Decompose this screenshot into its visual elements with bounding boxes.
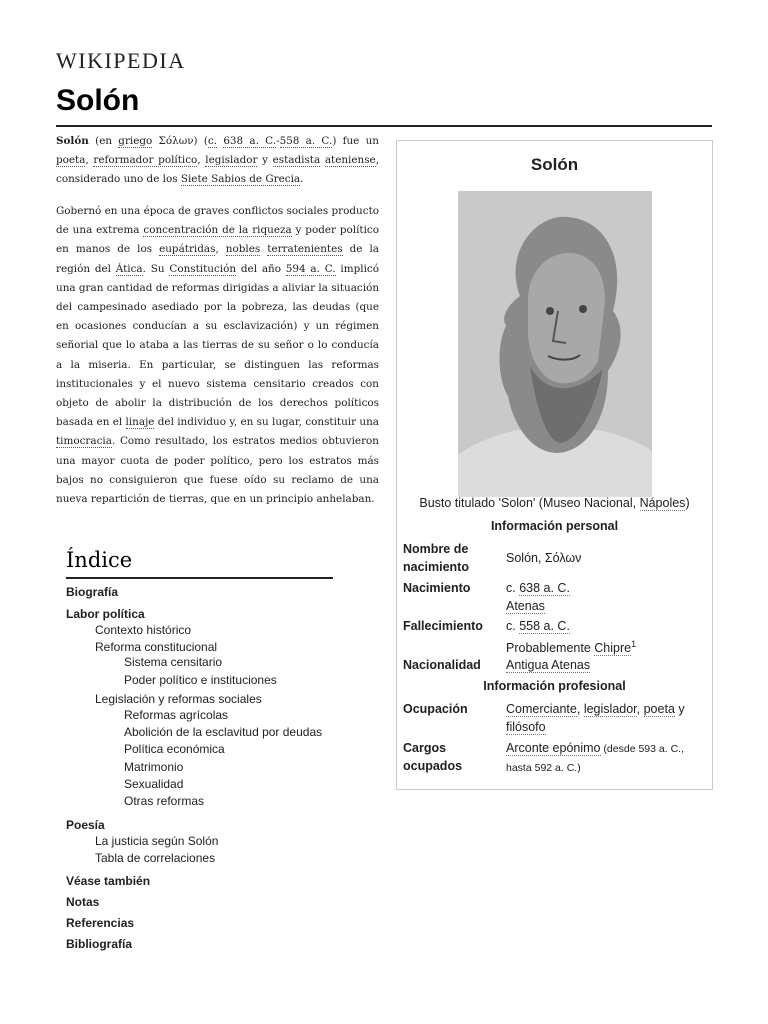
- lead-text: del año: [236, 262, 286, 275]
- link-birth-year[interactable]: 638 a. C.: [223, 135, 277, 147]
- link-napoles[interactable]: Nápoles: [639, 496, 686, 510]
- value-text: c.: [506, 619, 520, 633]
- toc-item[interactable]: Tabla de correlaciones: [95, 851, 216, 865]
- toc-item[interactable]: Bibliografía: [66, 937, 133, 951]
- link-death-year[interactable]: 558 a. C.: [279, 135, 333, 147]
- link-concentracion[interactable]: concentración de la riqueza: [143, 224, 292, 237]
- link-circa[interactable]: c.: [207, 135, 218, 147]
- row-value: [506, 700, 706, 736]
- link-chipre[interactable]: Chipre: [594, 641, 632, 656]
- row-label: Ocupación: [403, 702, 468, 716]
- bust-portrait-image[interactable]: [458, 191, 652, 497]
- toc-item[interactable]: Biografía: [66, 585, 119, 599]
- value-text: c.: [506, 581, 520, 595]
- bust-portrait-icon: [458, 191, 652, 497]
- infobox: [396, 140, 713, 790]
- link-ateniense[interactable]: ateniense: [324, 154, 376, 167]
- link-legislador[interactable]: legislador: [205, 154, 258, 167]
- footnote-link[interactable]: 1: [631, 639, 637, 649]
- link-antigua-atenas[interactable]: Antigua Atenas: [506, 658, 591, 672]
- link-poeta[interactable]: poeta: [56, 154, 86, 167]
- row-value: [506, 617, 706, 657]
- link-death-year[interactable]: 558 a. C.: [519, 619, 570, 633]
- toc-item[interactable]: Reforma constitucional: [95, 640, 218, 654]
- lead-text: ,: [197, 154, 206, 167]
- link-poeta[interactable]: poeta: [643, 702, 675, 716]
- link-birth-year[interactable]: 638 a. C.: [519, 581, 570, 595]
- lead-text: ) fue un: [332, 135, 379, 147]
- link-arconte[interactable]: Arconte epónimo: [506, 741, 601, 755]
- wikipedia-wordmark[interactable]: WIKIPEDIA: [56, 48, 186, 73]
- row-value: [506, 656, 706, 674]
- value-text: Probablemente: [506, 641, 595, 656]
- lead-text: del individuo y, en su lugar, constituir una: [154, 416, 379, 429]
- infobox-title: Solón: [530, 155, 579, 174]
- row-value: [506, 739, 706, 777]
- link-eupatridas[interactable]: eupátridas: [159, 243, 216, 256]
- section-personal-info: Información personal: [490, 519, 619, 533]
- lead-text: . Su: [142, 262, 170, 275]
- link-timocracia[interactable]: timocracia: [56, 435, 112, 448]
- lead-text: y: [257, 154, 273, 167]
- toc-divider: [66, 577, 333, 579]
- toc-item[interactable]: Reformas agrícolas: [124, 708, 229, 722]
- lead-subject: Solón: [56, 135, 89, 147]
- toc-item[interactable]: Sexualidad: [124, 777, 184, 791]
- toc-item[interactable]: Abolición de la esclavitud por deudas: [124, 725, 323, 739]
- link-estadista[interactable]: estadista: [272, 154, 321, 167]
- toc-item[interactable]: Otras reformas: [124, 794, 205, 808]
- link-atica[interactable]: Ática: [115, 262, 143, 275]
- toc-item[interactable]: Poesía: [66, 818, 105, 832]
- toc-item[interactable]: Véase también: [66, 874, 151, 888]
- lead-text: (en: [88, 135, 119, 147]
- lead-paragraph-2: [56, 202, 379, 509]
- row-label: Fallecimiento: [403, 619, 483, 633]
- toc-item[interactable]: Labor política: [66, 607, 145, 621]
- infobox-caption: [397, 496, 712, 510]
- lead-text: Gobernó en una época de graves conflictos sociales producto de una extrema: [56, 205, 379, 237]
- lead-text: y poder político en manos de los: [56, 224, 379, 256]
- link-atenas[interactable]: Atenas: [506, 599, 545, 613]
- row-label: Nacimiento: [403, 581, 471, 595]
- row-label: Nacionalidad: [403, 658, 481, 672]
- lead-text: de la región del: [56, 243, 379, 275]
- row-label: Nombre de nacimiento: [403, 542, 469, 574]
- value-text: ,: [636, 702, 644, 716]
- toc-item[interactable]: Sistema censitario: [124, 655, 223, 669]
- link-constitucion[interactable]: Constitución: [169, 262, 237, 275]
- link-reformador[interactable]: reformador político: [93, 154, 198, 167]
- section-professional-info: Información profesional: [483, 679, 626, 693]
- lead-text: ,: [85, 154, 94, 167]
- lead-text: . Como resultado, los estratos medios obtuvieron una mayor cuota de poder político, pero los estratos más bajos no consiguieron que fuese oído su reclamo de una nueva repartición de tierras, que en un principio anhelaban.: [56, 435, 379, 506]
- toc-item[interactable]: Contexto histórico: [95, 623, 192, 637]
- row-value: Solón, Σόλων: [506, 551, 582, 565]
- lead-text: ,: [215, 243, 226, 256]
- link-comerciante[interactable]: Comerciante: [506, 702, 577, 716]
- toc-item[interactable]: Referencias: [66, 916, 135, 930]
- toc-title: Índice: [66, 548, 133, 572]
- value-text: ,: [576, 702, 584, 716]
- link-nobles[interactable]: nobles: [225, 243, 261, 256]
- lead-text: .: [300, 173, 304, 186]
- link-griego[interactable]: griego: [118, 135, 153, 147]
- link-linaje[interactable]: linaje: [125, 416, 155, 429]
- toc-item[interactable]: Matrimonio: [124, 760, 184, 774]
- lead-text: -: [276, 135, 280, 147]
- page-title: Solón: [56, 84, 140, 117]
- toc-item[interactable]: La justicia según Solón: [95, 834, 219, 848]
- link-594[interactable]: 594 a. C.: [285, 262, 336, 275]
- link-filosofo[interactable]: filósofo: [506, 720, 546, 734]
- caption-text: Busto titulado 'Solon' (Museo Nacional,: [419, 496, 640, 510]
- link-terratenientes[interactable]: terratenientes: [267, 243, 343, 256]
- title-divider: [56, 125, 712, 127]
- link-siete-sabios[interactable]: Siete Sabios de Grecia: [180, 173, 301, 186]
- row-value: [506, 579, 706, 615]
- toc-item[interactable]: Poder político e instituciones: [124, 673, 277, 687]
- toc-item[interactable]: Legislación y reformas sociales: [95, 692, 262, 706]
- link-legislador[interactable]: legislador: [583, 702, 637, 716]
- position-dates: (desde 593 a. C., hasta 592 a. C.): [506, 743, 684, 774]
- lead-text: Σόλων) (: [152, 135, 208, 147]
- toc-item[interactable]: Política económica: [124, 742, 225, 756]
- caption-text: ): [685, 496, 690, 510]
- row-label: Cargos ocupados: [403, 741, 463, 773]
- lead-text: , considerado uno de los: [56, 154, 380, 186]
- lead-text: implicó una gran cantidad de reformas dirigidas a aliviar la situación del campesinado asediado por la pobreza, las deudas (que en ocasiones conducían a su esclavización) y un régimen señorial que lo ataba a las tierras de su señor o lo conducía a la miseria. En particular, se distinguen las reformas institucionales y el nuevo sistema censitario creados con objeto de abolir la distribución de los derechos políticos basada en el: [56, 262, 380, 429]
- value-text: y: [674, 702, 685, 716]
- toc-item[interactable]: Notas: [66, 895, 100, 909]
- lead-paragraph-1: [56, 132, 379, 190]
